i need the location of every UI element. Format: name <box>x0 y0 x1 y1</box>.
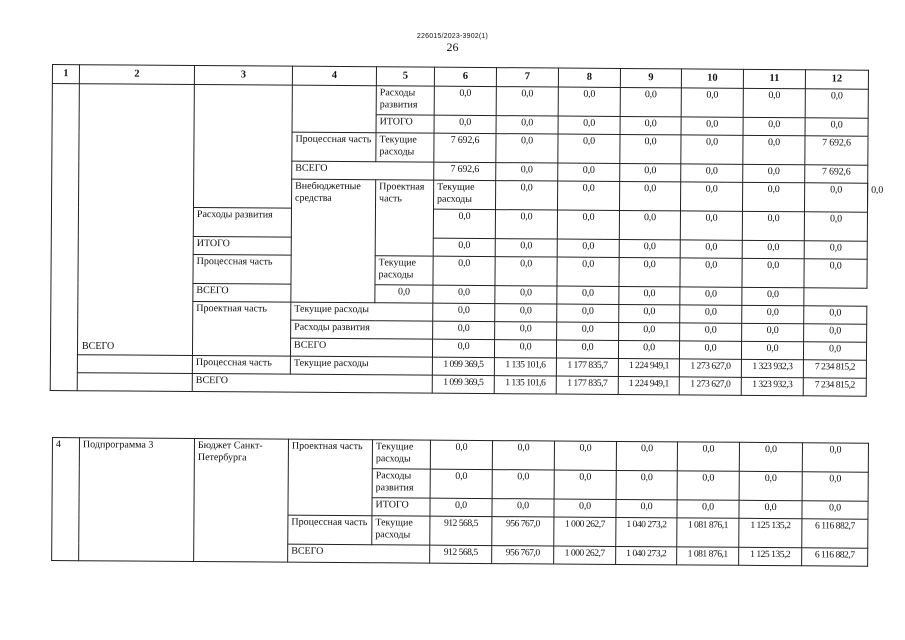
value-cell: 0,0 <box>677 500 739 518</box>
value-cell: 0,0 <box>558 134 620 163</box>
expense-type-cell: ИТОГО <box>372 498 430 516</box>
value-cell: 0,0 <box>433 321 495 339</box>
value-cell: 1 224 949,1 <box>618 358 679 376</box>
part-cell: Процессная часть <box>193 254 291 284</box>
expense-type-cell: ИТОГО <box>376 115 434 133</box>
value-cell: 1 177 835,7 <box>556 376 618 394</box>
value-cell: 0,0 <box>558 87 620 116</box>
column-header: 9 <box>620 68 681 87</box>
column-header: 2 <box>79 65 194 85</box>
value-cell: 1 081 876,1 <box>677 518 739 547</box>
value-cell: 0,0 <box>681 135 743 164</box>
value-cell: 0,0 <box>620 134 681 163</box>
value-cell: 1 323 932,3 <box>741 377 803 395</box>
value-cell: 0,0 <box>619 257 680 286</box>
value-cell: 0,0 <box>804 259 867 288</box>
value-cell: 1 323 932,3 <box>741 359 803 377</box>
table-row <box>52 84 868 119</box>
value-cell: 0,0 <box>494 340 556 358</box>
expense-type-cell: Расходы развития <box>193 207 291 237</box>
value-cell: 912 568,5 <box>430 516 492 545</box>
program-cell <box>77 355 192 374</box>
value-cell: 0,0 <box>680 305 742 323</box>
value-cell: 0,0 <box>742 182 804 211</box>
expense-type-cell: Расходы развития <box>376 86 434 115</box>
value-cell: 0,0 <box>430 440 492 469</box>
part-cell: Проектная часть <box>375 180 434 256</box>
value-cell: 0,0 <box>742 305 804 323</box>
value-cell: 0,0 <box>805 89 868 118</box>
value-cell: 0,0 <box>495 181 557 210</box>
total-label-cell: ВСЕГО <box>292 161 434 180</box>
value-cell: 0,0 <box>492 470 554 499</box>
value-cell: 0,0 <box>742 240 804 258</box>
value-cell: 0,0 <box>434 86 496 115</box>
value-cell: 0,0 <box>743 88 805 117</box>
page-number: 26 <box>446 40 459 54</box>
value-cell: 0,0 <box>742 323 804 341</box>
value-cell: 0,0 <box>739 442 802 471</box>
total-label-cell: ВСЕГО <box>290 338 432 357</box>
value-cell: 1 081 876,1 <box>677 547 739 565</box>
value-cell: 0,0 <box>680 287 742 305</box>
value-cell: 0,0 <box>557 239 619 257</box>
value-cell: 0,0 <box>430 469 492 498</box>
value-cell: 0,0 <box>620 116 681 134</box>
value-cell: 1 099 369,5 <box>432 375 494 393</box>
value-cell: 0,0 <box>743 117 805 135</box>
value-cell: 7 234 815,2 <box>803 360 866 378</box>
value-cell: 1 040 273,2 <box>616 546 677 564</box>
value-cell: 0,0 <box>803 342 866 360</box>
group-total-label: ВСЕГО <box>82 341 115 352</box>
value-cell: 0,0 <box>433 238 495 256</box>
value-cell: 0,0 <box>619 239 680 257</box>
value-cell: 0,0 <box>558 116 620 134</box>
value-cell: 0,0 <box>554 470 616 499</box>
value-cell: 1 000 262,7 <box>554 517 616 546</box>
value-cell: 0,0 <box>804 241 867 259</box>
value-cell: 0,0 <box>492 441 554 470</box>
value-cell: 7 234 815,2 <box>803 378 866 396</box>
value-cell: 0,0 <box>677 471 739 500</box>
total-label-cell: ВСЕГО <box>193 283 375 302</box>
value-cell: 1 040 273,2 <box>616 517 677 546</box>
value-cell: 0,0 <box>802 501 868 519</box>
value-cell: 0,0 <box>558 163 620 181</box>
expense-type-cell: Текущие расходы <box>290 356 432 375</box>
value-cell: 0,0 <box>492 499 554 517</box>
column-header: 8 <box>558 68 620 87</box>
value-cell: 7 692,6 <box>434 133 496 162</box>
value-cell: 1 135 101,6 <box>494 358 556 376</box>
value-cell: 956 767,0 <box>492 517 554 546</box>
value-cell: 0,0 <box>433 303 495 321</box>
value-cell: 0,0 <box>556 340 618 358</box>
value-cell: 0,0 <box>430 498 492 516</box>
part-cell: Процессная часть <box>288 515 372 545</box>
value-cell: 0,0 <box>681 88 743 117</box>
value-cell: 0,0 <box>680 240 742 258</box>
value-cell: 7 692,6 <box>805 136 868 165</box>
expense-type-cell: Текущие расходы <box>433 180 495 209</box>
expense-type-cell: Расходы развития <box>291 320 433 339</box>
expense-type-cell: Текущие расходы <box>372 516 430 545</box>
value-cell: 0,0 <box>496 87 558 116</box>
value-cell: 0,0 <box>739 500 802 518</box>
row-number-cell <box>50 84 79 391</box>
program-cell <box>77 84 194 356</box>
source-cell: Бюджет Санкт-Петербурга <box>194 438 289 562</box>
source-cell <box>194 84 293 208</box>
value-cell: 0,0 <box>804 324 867 342</box>
value-cell: 7 692,6 <box>805 165 868 183</box>
value-cell: 1 177 835,7 <box>556 358 618 376</box>
value-cell: 0,0 <box>619 286 680 304</box>
value-cell: 0,0 <box>805 118 868 136</box>
value-cell: 0,0 <box>557 304 619 322</box>
value-cell: 0,0 <box>495 239 557 257</box>
value-cell: 912 568,5 <box>430 545 492 563</box>
value-cell: 0,0 <box>680 258 742 287</box>
expense-type-cell: Текущие расходы <box>372 440 430 469</box>
expense-type-cell: ИТОГО <box>193 236 291 255</box>
value-cell: 0,0 <box>681 117 743 135</box>
value-cell: 0,0 <box>616 470 677 499</box>
column-header: 11 <box>743 69 805 88</box>
value-cell: 0,0 <box>557 286 619 304</box>
value-cell: 0,0 <box>616 441 677 470</box>
value-cell: 0,0 <box>495 322 557 340</box>
part-cell: Проектная часть <box>192 301 290 356</box>
column-header: 4 <box>292 66 376 86</box>
value-cell: 0,0 <box>680 211 742 240</box>
value-cell: 0,0 <box>680 182 742 211</box>
value-cell: 0,0 <box>432 339 494 357</box>
value-cell: 1 135 101,6 <box>494 376 556 394</box>
value-cell: 0,0 <box>557 257 619 286</box>
part-cell <box>292 85 376 133</box>
column-header: 6 <box>434 67 496 86</box>
value-cell: 0,0 <box>496 163 558 181</box>
column-header: 7 <box>496 68 558 87</box>
value-cell: 1 273 627,0 <box>679 377 741 395</box>
value-cell: 0,0 <box>616 499 677 517</box>
value-cell: 0,0 <box>742 287 804 305</box>
value-cell: 0,0 <box>618 340 679 358</box>
column-header: 3 <box>194 65 292 85</box>
column-header: 5 <box>376 67 434 86</box>
part-cell: Проектная часть <box>288 439 373 516</box>
value-cell: 0,0 <box>433 285 495 303</box>
value-cell: 0,0 <box>680 323 742 341</box>
value-cell: 0,0 <box>620 87 681 116</box>
value-cell: 0,0 <box>802 443 868 472</box>
value-cell: 1 099 369,5 <box>432 357 494 375</box>
total-label-cell: ВСЕГО <box>192 373 432 393</box>
value-cell: 0,0 <box>619 322 680 340</box>
value-cell: 0,0 <box>554 499 616 517</box>
value-cell: 0,0 <box>804 306 867 324</box>
value-cell: 0,0 <box>557 210 619 239</box>
value-cell: 0,0 <box>375 285 433 303</box>
expense-type-cell: Текущие расходы <box>291 302 433 321</box>
value-cell: 6 116 882,7 <box>802 548 868 566</box>
table-row <box>52 438 868 473</box>
program-cell <box>77 373 192 392</box>
value-cell: 1 224 949,1 <box>618 376 679 394</box>
value-cell: 0,0 <box>802 472 868 501</box>
value-cell: 0,0 <box>554 441 616 470</box>
value-cell: 0,0 <box>619 210 680 239</box>
source-cell: Внебюджетные средства <box>291 179 376 303</box>
value-cell: 0,0 <box>681 164 743 182</box>
value-cell: 1 125 135,2 <box>739 518 802 547</box>
value-cell: 0,0 <box>495 286 557 304</box>
value-cell: 0,0 <box>679 341 741 359</box>
value-cell: 0,0 <box>742 258 804 287</box>
budget-table <box>50 64 884 397</box>
value-cell: 7 692,6 <box>434 162 496 180</box>
value-cell: 0,0 <box>434 115 496 133</box>
value-cell: 0,0 <box>496 134 558 163</box>
document-id: 226015/2023-3902(1) <box>416 33 489 40</box>
value-cell: 956 767,0 <box>492 546 554 564</box>
value-cell: 0,0 <box>871 184 884 196</box>
value-cell: 0,0 <box>433 256 495 285</box>
program-cell: Подпрограмма 3 <box>79 438 195 562</box>
value-cell: 1 273 627,0 <box>679 359 741 377</box>
value-cell: 1 125 135,2 <box>739 547 802 565</box>
part-cell: Процессная часть <box>192 355 290 374</box>
value-cell: 0,0 <box>495 257 557 286</box>
expense-type-cell: Текущие расходы <box>376 133 434 162</box>
value-cell: 0,0 <box>804 212 867 241</box>
value-cell: 0,0 <box>677 442 739 471</box>
column-header: 10 <box>681 69 743 88</box>
value-cell: 0,0 <box>743 164 805 182</box>
value-cell: 0,0 <box>557 322 619 340</box>
subprogram-table <box>51 437 869 567</box>
column-header: 12 <box>805 70 868 89</box>
part-cell: Процессная часть <box>292 132 376 162</box>
row-number-cell: 4 <box>52 438 80 561</box>
expense-type-cell: Расходы развития <box>372 469 430 498</box>
value-cell: 0,0 <box>433 209 495 238</box>
value-cell: 0,0 <box>620 163 681 181</box>
value-cell: 1 000 262,7 <box>554 546 616 564</box>
value-cell: 0,0 <box>739 471 802 500</box>
value-cell: 0,0 <box>495 304 557 322</box>
expense-type-cell: Текущие расходы <box>375 256 433 285</box>
value-cell: 0,0 <box>619 304 680 322</box>
value-cell: 0,0 <box>557 181 619 210</box>
value-cell: 0,0 <box>743 135 805 164</box>
value-cell: 0,0 <box>741 341 803 359</box>
value-cell: 0,0 <box>496 116 558 134</box>
column-header: 1 <box>52 65 79 84</box>
total-label-cell: ВСЕГО <box>288 544 430 563</box>
value-cell: 0,0 <box>619 181 680 210</box>
value-cell: 0,0 <box>742 211 804 240</box>
value-cell: 6 116 882,7 <box>802 519 868 548</box>
value-cell: 0,0 <box>495 210 557 239</box>
